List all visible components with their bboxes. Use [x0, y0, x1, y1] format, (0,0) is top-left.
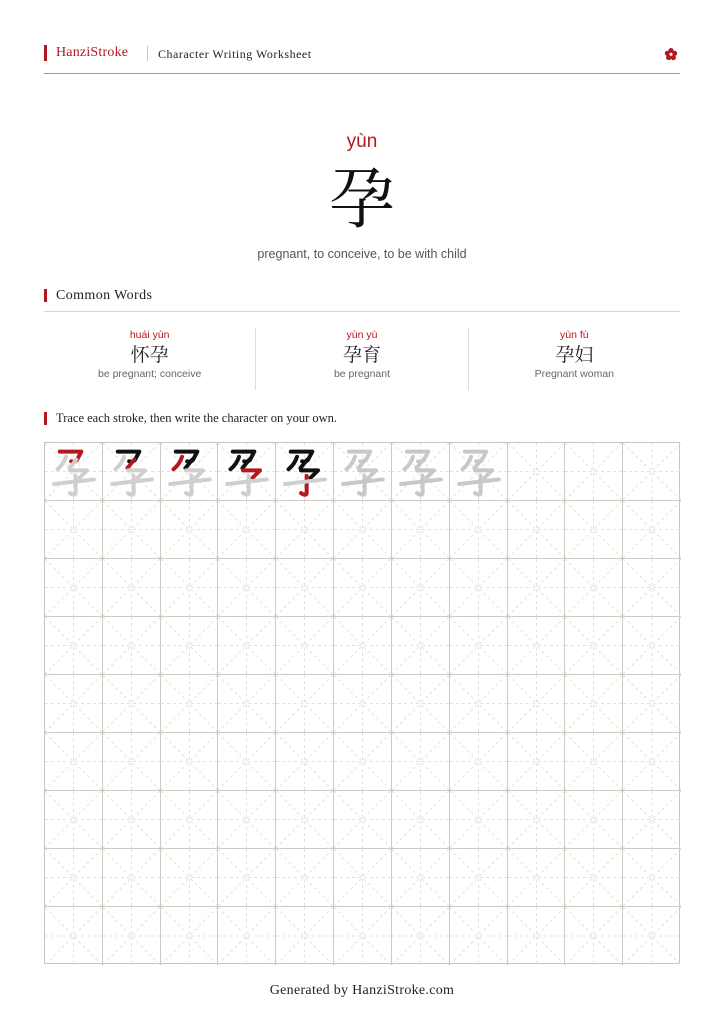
practice-cell[interactable] [161, 559, 219, 617]
grid-guide-lines [276, 501, 333, 558]
grid-guide-lines [103, 675, 160, 732]
grid-guide-lines [45, 733, 102, 790]
grid-guide-lines [218, 849, 275, 906]
section-accent-bar [44, 412, 47, 425]
practice-cell[interactable] [450, 443, 508, 501]
plum-blossom-icon [664, 47, 678, 61]
grid-guide-lines [565, 907, 622, 965]
grid-guide-lines [218, 733, 275, 790]
practice-cell[interactable] [218, 733, 276, 791]
grid-guide-lines [103, 733, 160, 790]
footer-credit[interactable]: Generated by HanziStroke.com [269, 983, 455, 998]
grid-guide-lines [276, 907, 333, 965]
word-hanzi: 怀孕 [130, 344, 169, 366]
practice-cell[interactable] [623, 733, 681, 791]
practice-cell[interactable] [392, 559, 450, 617]
grid-guide-lines [276, 675, 333, 732]
grid-guide-lines [161, 559, 218, 616]
practice-cell[interactable] [334, 617, 392, 675]
grid-guide-lines [623, 617, 681, 674]
grid-guide-lines [218, 617, 275, 674]
practice-cell[interactable] [161, 907, 219, 965]
practice-cell[interactable] [276, 907, 334, 965]
practice-cell[interactable] [392, 501, 450, 559]
practice-cell[interactable] [334, 791, 392, 849]
grid-guide-lines [334, 849, 391, 906]
grid-guide-lines [103, 791, 160, 848]
grid-guide-lines [623, 443, 681, 500]
grid-guide-lines [450, 617, 507, 674]
practice-cell[interactable] [565, 559, 623, 617]
practice-cell[interactable] [623, 559, 681, 617]
practice-cell[interactable] [450, 791, 508, 849]
grid-guide-lines [45, 907, 102, 965]
brand-name[interactable]: HanziStroke [56, 45, 129, 60]
common-words-title: Common Words [56, 288, 153, 303]
practice-cell[interactable] [623, 791, 681, 849]
grid-guide-lines [276, 791, 333, 848]
practice-cell[interactable] [508, 733, 566, 791]
grid-guide-lines [45, 675, 102, 732]
grid-guide-lines [276, 559, 333, 616]
practice-cell[interactable] [623, 907, 681, 965]
practice-cell[interactable] [161, 443, 219, 501]
grid-guide-lines [161, 617, 218, 674]
grid-guide-lines [218, 791, 275, 848]
worksheet-subtitle: Character Writing Worksheet [158, 47, 312, 61]
common-words-list [44, 328, 680, 390]
grid-guide-lines [508, 443, 565, 500]
practice-cell[interactable] [45, 849, 103, 907]
practice-cell[interactable] [103, 907, 161, 965]
practice-cell[interactable] [103, 791, 161, 849]
grid-guide-lines [45, 559, 102, 616]
practice-cell[interactable] [565, 791, 623, 849]
practice-cell[interactable] [450, 675, 508, 733]
practice-cell[interactable] [508, 617, 566, 675]
practice-cell[interactable] [276, 501, 334, 559]
practice-cell[interactable] [103, 733, 161, 791]
practice-cell[interactable] [508, 443, 566, 501]
practice-cell[interactable] [276, 849, 334, 907]
practice-cell[interactable] [392, 791, 450, 849]
grid-guide-lines [623, 501, 681, 558]
grid-guide-lines [565, 443, 622, 500]
grid-guide-lines [45, 849, 102, 906]
word-item [255, 328, 467, 390]
grid-guide-lines [565, 559, 622, 616]
practice-cell[interactable] [161, 675, 219, 733]
stroke-order-glyph [218, 443, 275, 500]
stroke-order-glyph [103, 443, 160, 500]
practice-cell[interactable] [334, 675, 392, 733]
practice-cell[interactable] [392, 617, 450, 675]
practice-cell[interactable] [508, 907, 566, 965]
grid-guide-lines [623, 849, 681, 906]
practice-cell[interactable] [161, 501, 219, 559]
grid-guide-lines [392, 907, 449, 965]
practice-cell[interactable] [508, 559, 566, 617]
practice-cell[interactable] [45, 791, 103, 849]
practice-cell[interactable] [450, 617, 508, 675]
practice-cell[interactable] [103, 501, 161, 559]
grid-guide-lines [392, 849, 449, 906]
grid-guide-lines [161, 791, 218, 848]
practice-cell[interactable] [276, 617, 334, 675]
practice-cell[interactable] [334, 501, 392, 559]
grid-guide-lines [161, 501, 218, 558]
grid-guide-lines [508, 617, 565, 674]
grid-guide-lines [508, 849, 565, 906]
grid-guide-lines [508, 559, 565, 616]
practice-cell[interactable] [565, 617, 623, 675]
trace-glyph [334, 443, 391, 500]
grid-guide-lines [334, 559, 391, 616]
practice-grid [44, 442, 680, 964]
practice-cell[interactable] [450, 733, 508, 791]
grid-guide-lines [565, 675, 622, 732]
grid-guide-lines [508, 501, 565, 558]
practice-cell[interactable] [161, 617, 219, 675]
word-pinyin: huái yùn [129, 329, 170, 341]
grid-guide-lines [276, 733, 333, 790]
grid-guide-lines [161, 849, 218, 906]
practice-cell[interactable] [218, 559, 276, 617]
word-hanzi: 孕育 [342, 344, 381, 366]
grid-guide-lines [450, 501, 507, 558]
practice-cell[interactable] [508, 791, 566, 849]
grid-guide-lines [623, 791, 681, 848]
practice-cell[interactable] [450, 907, 508, 965]
practice-cell[interactable] [276, 443, 334, 501]
grid-guide-lines [276, 849, 333, 906]
practice-cell[interactable] [334, 559, 392, 617]
practice-cell[interactable] [45, 559, 103, 617]
practice-cell[interactable] [218, 501, 276, 559]
grid-guide-lines [392, 559, 449, 616]
grid-guide-lines [334, 501, 391, 558]
grid-guide-lines [103, 559, 160, 616]
grid-guide-lines [392, 791, 449, 848]
practice-instruction: Trace each stroke, then write the character on your own. [56, 411, 338, 425]
grid-guide-lines [508, 791, 565, 848]
header-divider [147, 46, 148, 61]
grid-guide-lines [103, 501, 160, 558]
brand-accent-bar [44, 45, 47, 61]
practice-cell[interactable] [276, 559, 334, 617]
practice-cell[interactable] [508, 501, 566, 559]
practice-cell[interactable] [103, 617, 161, 675]
practice-cell[interactable] [45, 733, 103, 791]
practice-cell[interactable] [565, 907, 623, 965]
grid-guide-lines [565, 617, 622, 674]
grid-guide-lines [565, 849, 622, 906]
practice-cell[interactable] [334, 733, 392, 791]
trace-glyph [392, 443, 449, 500]
grid-guide-lines [450, 559, 507, 616]
practice-cell[interactable] [334, 907, 392, 965]
trace-glyph [450, 443, 507, 500]
stroke-order-glyph [276, 443, 333, 500]
word-meaning: be pregnant [333, 368, 391, 380]
main-character: 孕 [329, 161, 395, 238]
word-meaning: be pregnant; conceive [98, 368, 202, 380]
practice-cell[interactable] [103, 675, 161, 733]
practice-cell[interactable] [565, 733, 623, 791]
grid-guide-lines [623, 559, 681, 616]
grid-guide-lines [450, 733, 507, 790]
practice-cell[interactable] [508, 849, 566, 907]
practice-cell[interactable] [565, 443, 623, 501]
grid-guide-lines [450, 675, 507, 732]
grid-guide-lines [508, 907, 565, 965]
grid-guide-lines [392, 675, 449, 732]
grid-guide-lines [334, 675, 391, 732]
practice-cell[interactable] [103, 559, 161, 617]
grid-guide-lines [565, 733, 622, 790]
stroke-order-glyph [161, 443, 218, 500]
stroke-order-glyph [45, 443, 102, 500]
practice-cell[interactable] [45, 675, 103, 733]
practice-cell[interactable] [334, 849, 392, 907]
practice-cell[interactable] [276, 791, 334, 849]
grid-guide-lines [161, 675, 218, 732]
practice-cell[interactable] [103, 849, 161, 907]
grid-guide-lines [565, 791, 622, 848]
grid-guide-lines [276, 617, 333, 674]
character-pinyin: yùn [346, 131, 378, 152]
practice-cell[interactable] [392, 849, 450, 907]
grid-guide-lines [334, 791, 391, 848]
practice-cell[interactable] [45, 907, 103, 965]
practice-cell[interactable] [218, 443, 276, 501]
practice-cell[interactable] [334, 443, 392, 501]
word-hanzi: 孕妇 [555, 344, 594, 366]
grid-guide-lines [565, 501, 622, 558]
word-pinyin: yùn fù [560, 329, 589, 341]
practice-cell[interactable] [276, 675, 334, 733]
practice-cell[interactable] [623, 675, 681, 733]
practice-cell[interactable] [450, 559, 508, 617]
practice-cell[interactable] [450, 501, 508, 559]
worksheet-header [44, 44, 680, 74]
grid-guide-lines [103, 849, 160, 906]
practice-cell[interactable] [623, 617, 681, 675]
grid-guide-lines [45, 791, 102, 848]
word-meaning: Pregnant woman [534, 368, 615, 380]
practice-cell[interactable] [218, 849, 276, 907]
practice-cell[interactable] [450, 849, 508, 907]
practice-cell[interactable] [218, 675, 276, 733]
practice-cell[interactable] [392, 443, 450, 501]
grid-guide-lines [623, 907, 681, 965]
grid-guide-lines [218, 501, 275, 558]
practice-cell[interactable] [392, 733, 450, 791]
practice-cell[interactable] [392, 675, 450, 733]
practice-cell[interactable] [623, 443, 681, 501]
word-item [44, 328, 255, 390]
grid-guide-lines [508, 675, 565, 732]
character-meaning: pregnant, to conceive, to be with child [257, 247, 467, 261]
grid-guide-lines [623, 733, 681, 790]
practice-cell[interactable] [161, 791, 219, 849]
practice-cell[interactable] [218, 617, 276, 675]
grid-guide-lines [334, 907, 391, 965]
practice-cell[interactable] [508, 675, 566, 733]
grid-guide-lines [392, 617, 449, 674]
practice-cell[interactable] [565, 675, 623, 733]
section-accent-bar [44, 289, 47, 302]
grid-guide-lines [103, 907, 160, 965]
grid-guide-lines [218, 559, 275, 616]
grid-guide-lines [45, 501, 102, 558]
section-divider [44, 311, 680, 312]
practice-cell[interactable] [276, 733, 334, 791]
grid-guide-lines [392, 501, 449, 558]
grid-guide-lines [450, 907, 507, 965]
grid-guide-lines [103, 617, 160, 674]
practice-cell[interactable] [45, 617, 103, 675]
grid-guide-lines [218, 907, 275, 965]
grid-guide-lines [450, 791, 507, 848]
practice-cell[interactable] [103, 443, 161, 501]
practice-cell[interactable] [218, 907, 276, 965]
practice-cell[interactable] [45, 501, 103, 559]
word-item [468, 328, 680, 390]
grid-guide-lines [334, 617, 391, 674]
grid-guide-lines [450, 849, 507, 906]
practice-cell[interactable] [392, 907, 450, 965]
practice-cell[interactable] [623, 849, 681, 907]
grid-guide-lines [161, 907, 218, 965]
practice-cell[interactable] [161, 733, 219, 791]
word-pinyin: yùn yù [346, 329, 378, 341]
practice-cell[interactable] [565, 849, 623, 907]
grid-guide-lines [392, 733, 449, 790]
practice-cell[interactable] [45, 443, 103, 501]
practice-cell[interactable] [161, 849, 219, 907]
practice-cell[interactable] [565, 501, 623, 559]
grid-guide-lines [334, 733, 391, 790]
grid-guide-lines [161, 733, 218, 790]
practice-cell[interactable] [218, 791, 276, 849]
grid-guide-lines [623, 675, 681, 732]
grid-guide-lines [218, 675, 275, 732]
grid-guide-lines [45, 617, 102, 674]
grid-guide-lines [508, 733, 565, 790]
practice-cell[interactable] [623, 501, 681, 559]
